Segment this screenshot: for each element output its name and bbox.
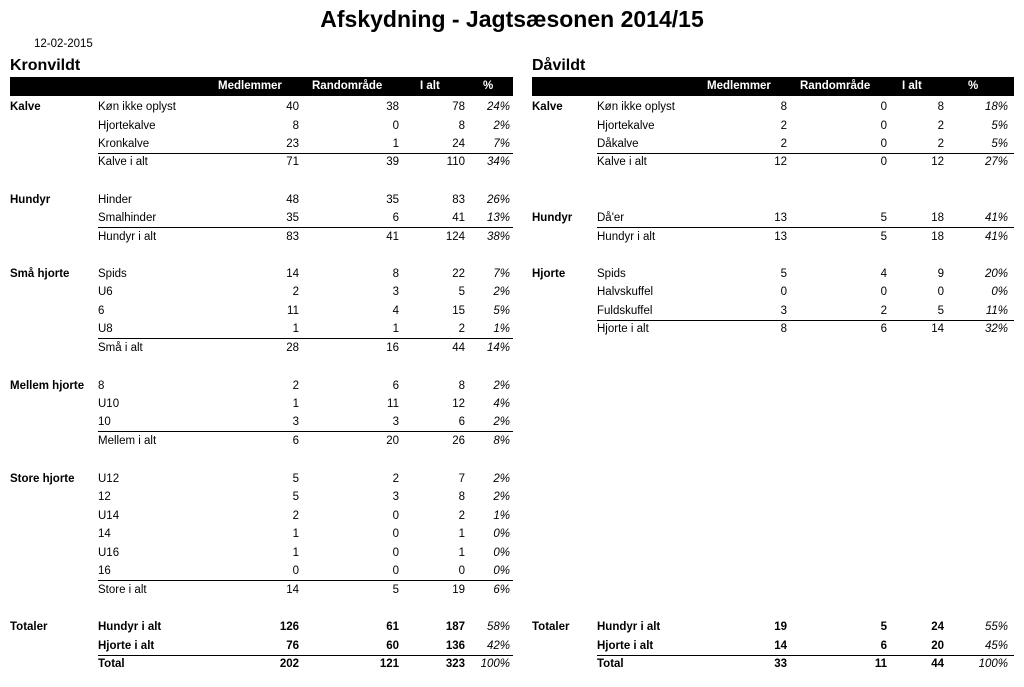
cell-medlemmer: 33 xyxy=(774,658,787,670)
cell-percent: 2% xyxy=(493,120,510,132)
cell-randomraade: 11 xyxy=(874,658,887,670)
cell-medlemmer: 14 xyxy=(286,268,299,280)
cell-medlemmer: 2 xyxy=(292,286,299,298)
cell-i-alt: 1 xyxy=(458,528,465,540)
cell-medlemmer: 13 xyxy=(774,212,787,224)
cell-randomraade: 0 xyxy=(392,510,399,522)
cell-medlemmer: 35 xyxy=(286,212,299,224)
report-date: 12-02-2015 xyxy=(34,38,93,50)
cell-medlemmer: 28 xyxy=(286,342,299,354)
subtotal-rule xyxy=(597,227,1014,228)
subtotal-rule xyxy=(98,580,513,581)
cell-i-alt: 0 xyxy=(458,565,465,577)
cell-randomraade: 2 xyxy=(392,473,399,485)
row-label: Store i alt xyxy=(98,584,147,596)
cell-percent: 5% xyxy=(991,120,1008,132)
cell-randomraade: 121 xyxy=(379,658,399,670)
row-label: Total xyxy=(98,658,125,670)
cell-i-alt: 18 xyxy=(931,231,944,243)
group-label: Mellem hjorte xyxy=(10,380,85,392)
row-label: Smalhinder xyxy=(98,212,157,224)
row-label: Halvskuffel xyxy=(597,286,654,298)
cell-randomraade: 41 xyxy=(386,231,399,243)
cell-percent: 24% xyxy=(486,101,510,113)
cell-medlemmer: 1 xyxy=(292,528,299,540)
row-label: Total xyxy=(597,658,624,670)
page-title: Afskydning - Jagtsæsonen 2014/15 xyxy=(320,6,704,32)
cell-medlemmer: 5 xyxy=(292,491,299,503)
cell-i-alt: 19 xyxy=(452,584,465,596)
cell-percent: 42% xyxy=(486,640,510,652)
cell-randomraade: 1 xyxy=(392,323,399,335)
cell-percent: 2% xyxy=(493,416,510,428)
cell-percent: 41% xyxy=(984,212,1008,224)
cell-medlemmer: 8 xyxy=(292,120,299,132)
cell-medlemmer: 14 xyxy=(286,584,299,596)
cell-i-alt: 8 xyxy=(458,491,465,503)
cell-medlemmer: 0 xyxy=(780,286,787,298)
row-label: Kalve i alt xyxy=(98,156,148,168)
cell-medlemmer: 8 xyxy=(780,323,787,335)
cell-i-alt: 26 xyxy=(452,435,465,447)
cell-percent: 55% xyxy=(984,621,1008,633)
cell-i-alt: 24 xyxy=(931,621,944,633)
cell-i-alt: 15 xyxy=(452,305,465,317)
cell-i-alt: 323 xyxy=(445,658,465,670)
cell-i-alt: 0 xyxy=(937,286,944,298)
cell-i-alt: 1 xyxy=(458,547,465,559)
cell-randomraade: 0 xyxy=(392,528,399,540)
row-label: Kronkalve xyxy=(98,138,150,150)
group-label: Store hjorte xyxy=(10,473,75,485)
group-label: Små hjorte xyxy=(10,268,70,280)
subtotal-rule xyxy=(597,655,1014,656)
cell-i-alt: 2 xyxy=(458,510,465,522)
cell-medlemmer: 19 xyxy=(774,621,787,633)
cell-randomraade: 0 xyxy=(880,156,887,168)
cell-percent: 45% xyxy=(984,640,1008,652)
cell-randomraade: 5 xyxy=(880,231,887,243)
row-label: Hinder xyxy=(98,194,132,206)
cell-percent: 2% xyxy=(493,286,510,298)
cell-percent: 0% xyxy=(493,528,510,540)
row-label: Spids xyxy=(597,268,626,280)
cell-medlemmer: 1 xyxy=(292,323,299,335)
cell-i-alt: 20 xyxy=(931,640,944,652)
cell-randomraade: 3 xyxy=(392,416,399,428)
cell-percent: 0% xyxy=(493,565,510,577)
cell-medlemmer: 8 xyxy=(780,101,787,113)
column-header: % xyxy=(483,80,494,92)
cell-randomraade: 11 xyxy=(387,398,399,410)
cell-randomraade: 5 xyxy=(880,621,887,633)
cell-medlemmer: 0 xyxy=(292,565,299,577)
row-label: Då'er xyxy=(597,212,625,224)
cell-randomraade: 39 xyxy=(386,156,399,168)
column-header: I alt xyxy=(420,80,440,92)
cell-randomraade: 6 xyxy=(880,323,887,335)
row-label: Køn ikke oplyst xyxy=(98,101,176,113)
cell-medlemmer: 1 xyxy=(292,398,299,410)
cell-medlemmer: 5 xyxy=(780,268,787,280)
cell-percent: 100% xyxy=(978,658,1008,670)
cell-percent: 5% xyxy=(991,138,1008,150)
cell-i-alt: 110 xyxy=(446,156,465,168)
row-label: U12 xyxy=(98,473,120,485)
cell-percent: 2% xyxy=(493,473,510,485)
subtotal-rule xyxy=(98,431,513,432)
subtotal-rule xyxy=(98,655,513,656)
cell-percent: 20% xyxy=(984,268,1008,280)
cell-medlemmer: 3 xyxy=(292,416,299,428)
column-header: % xyxy=(968,80,979,92)
cell-percent: 100% xyxy=(480,658,510,670)
cell-i-alt: 5 xyxy=(458,286,465,298)
cell-medlemmer: 3 xyxy=(780,305,787,317)
cell-i-alt: 187 xyxy=(445,621,465,633)
cell-i-alt: 5 xyxy=(937,305,944,317)
cell-randomraade: 6 xyxy=(392,380,399,392)
cell-percent: 5% xyxy=(493,305,510,317)
cell-randomraade: 0 xyxy=(880,286,887,298)
cell-randomraade: 2 xyxy=(880,305,887,317)
section-title: Kronvildt xyxy=(10,57,81,74)
cell-randomraade: 35 xyxy=(386,194,399,206)
column-header: Randområde xyxy=(312,80,383,92)
cell-percent: 14% xyxy=(486,342,510,354)
group-label: Kalve xyxy=(532,101,563,113)
cell-percent: 6% xyxy=(493,584,510,596)
group-label: Hjorte xyxy=(532,268,566,280)
cell-i-alt: 9 xyxy=(937,268,944,280)
cell-i-alt: 22 xyxy=(452,268,465,280)
row-label: U8 xyxy=(98,323,113,335)
cell-medlemmer: 2 xyxy=(292,380,299,392)
row-label: Hundyr i alt xyxy=(597,621,661,633)
cell-randomraade: 1 xyxy=(392,138,399,150)
cell-randomraade: 61 xyxy=(386,621,399,633)
cell-percent: 32% xyxy=(984,323,1008,335)
cell-percent: 1% xyxy=(493,323,510,335)
cell-percent: 41% xyxy=(984,231,1008,243)
cell-i-alt: 2 xyxy=(937,120,944,132)
row-label: Hjorte i alt xyxy=(597,640,654,652)
row-label: Spids xyxy=(98,268,127,280)
cell-randomraade: 20 xyxy=(386,435,399,447)
cell-medlemmer: 2 xyxy=(780,120,787,132)
cell-randomraade: 38 xyxy=(386,101,399,113)
column-header: Randområde xyxy=(800,80,871,92)
cell-percent: 26% xyxy=(486,194,510,206)
cell-percent: 8% xyxy=(493,435,510,447)
row-label: Mellem i alt xyxy=(98,435,157,447)
cell-randomraade: 6 xyxy=(880,640,887,652)
cell-i-alt: 14 xyxy=(931,323,944,335)
cell-randomraade: 4 xyxy=(392,305,399,317)
cell-percent: 11% xyxy=(985,305,1008,317)
row-label: U6 xyxy=(98,286,113,298)
cell-i-alt: 7 xyxy=(458,473,465,485)
cell-randomraade: 0 xyxy=(392,565,399,577)
subtotal-rule xyxy=(597,320,1014,321)
subtotal-rule xyxy=(597,153,1014,154)
row-label: Små i alt xyxy=(98,342,143,354)
row-label: Kalve i alt xyxy=(597,156,647,168)
row-label: Køn ikke oplyst xyxy=(597,101,675,113)
row-label: U16 xyxy=(98,547,120,559)
row-label: 12 xyxy=(98,491,111,503)
cell-i-alt: 6 xyxy=(458,416,465,428)
cell-percent: 0% xyxy=(493,547,510,559)
cell-percent: 7% xyxy=(493,138,510,150)
row-label: Hundyr i alt xyxy=(98,231,157,243)
column-header-bar xyxy=(10,77,513,96)
cell-randomraade: 60 xyxy=(386,640,399,652)
cell-i-alt: 2 xyxy=(937,138,944,150)
row-label: 6 xyxy=(98,305,105,317)
row-label: U10 xyxy=(98,398,120,410)
cell-i-alt: 41 xyxy=(452,212,465,224)
cell-medlemmer: 76 xyxy=(286,640,299,652)
column-header: Medlemmer xyxy=(218,80,282,92)
cell-i-alt: 8 xyxy=(937,101,944,113)
group-label: Totaler xyxy=(10,621,48,633)
cell-medlemmer: 40 xyxy=(286,101,299,113)
cell-i-alt: 2 xyxy=(458,323,465,335)
cell-randomraade: 3 xyxy=(392,491,399,503)
cell-i-alt: 124 xyxy=(445,231,465,243)
row-label: Hundyr i alt xyxy=(98,621,162,633)
row-label: 8 xyxy=(98,380,105,392)
cell-i-alt: 78 xyxy=(452,101,465,113)
subtotal-rule xyxy=(98,153,513,154)
group-label: Hundyr xyxy=(532,212,573,224)
cell-i-alt: 8 xyxy=(458,120,465,132)
cell-medlemmer: 12 xyxy=(774,156,787,168)
row-label: U14 xyxy=(98,510,120,522)
column-header: Medlemmer xyxy=(707,80,771,92)
cell-percent: 1% xyxy=(493,510,510,522)
cell-medlemmer: 5 xyxy=(292,473,299,485)
cell-medlemmer: 6 xyxy=(292,435,299,447)
row-label: Dåkalve xyxy=(597,138,639,150)
cell-randomraade: 0 xyxy=(880,101,887,113)
cell-randomraade: 6 xyxy=(392,212,399,224)
cell-randomraade: 0 xyxy=(880,120,887,132)
cell-medlemmer: 2 xyxy=(780,138,787,150)
group-label: Kalve xyxy=(10,101,41,113)
cell-randomraade: 5 xyxy=(392,584,399,596)
cell-percent: 38% xyxy=(486,231,510,243)
cell-medlemmer: 83 xyxy=(286,231,299,243)
cell-medlemmer: 202 xyxy=(279,658,299,670)
cell-i-alt: 44 xyxy=(931,658,944,670)
row-label: 10 xyxy=(98,416,111,428)
cell-medlemmer: 11 xyxy=(287,305,299,317)
row-label: Hundyr i alt xyxy=(597,231,656,243)
cell-medlemmer: 71 xyxy=(286,156,299,168)
subtotal-rule xyxy=(98,227,513,228)
column-header-bar xyxy=(532,77,1014,96)
cell-medlemmer: 126 xyxy=(279,621,299,633)
row-label: Hjortekalve xyxy=(98,120,156,132)
cell-randomraade: 0 xyxy=(392,547,399,559)
cell-percent: 18% xyxy=(984,101,1008,113)
cell-percent: 7% xyxy=(493,268,510,280)
row-label: Hjorte i alt xyxy=(98,640,155,652)
cell-randomraade: 4 xyxy=(880,268,887,280)
cell-i-alt: 44 xyxy=(452,342,465,354)
row-label: Hjorte i alt xyxy=(597,323,649,335)
cell-medlemmer: 23 xyxy=(286,138,299,150)
row-label: 16 xyxy=(98,565,111,577)
cell-medlemmer: 14 xyxy=(774,640,787,652)
cell-i-alt: 24 xyxy=(452,138,465,150)
cell-medlemmer: 1 xyxy=(292,547,299,559)
cell-randomraade: 3 xyxy=(392,286,399,298)
cell-medlemmer: 48 xyxy=(286,194,299,206)
cell-i-alt: 12 xyxy=(452,398,465,410)
cell-medlemmer: 13 xyxy=(774,231,787,243)
cell-medlemmer: 2 xyxy=(292,510,299,522)
cell-percent: 2% xyxy=(493,380,510,392)
cell-randomraade: 8 xyxy=(392,268,399,280)
group-label: Totaler xyxy=(532,621,570,633)
cell-i-alt: 12 xyxy=(931,156,944,168)
cell-i-alt: 18 xyxy=(931,212,944,224)
cell-percent: 2% xyxy=(493,491,510,503)
cell-randomraade: 0 xyxy=(880,138,887,150)
row-label: Hjortekalve xyxy=(597,120,655,132)
cell-percent: 0% xyxy=(991,286,1008,298)
column-header: I alt xyxy=(902,80,922,92)
row-label: Fuldskuffel xyxy=(597,305,653,317)
cell-percent: 58% xyxy=(486,621,510,633)
cell-randomraade: 0 xyxy=(392,120,399,132)
cell-i-alt: 83 xyxy=(452,194,465,206)
cell-randomraade: 5 xyxy=(880,212,887,224)
subtotal-rule xyxy=(98,338,513,339)
cell-percent: 4% xyxy=(493,398,510,410)
cell-percent: 13% xyxy=(486,212,510,224)
section-title: Dåvildt xyxy=(532,57,586,74)
row-label: 14 xyxy=(98,528,111,540)
cell-percent: 27% xyxy=(984,156,1008,168)
cell-randomraade: 16 xyxy=(386,342,399,354)
group-label: Hundyr xyxy=(10,194,51,206)
cell-i-alt: 8 xyxy=(458,380,465,392)
cell-percent: 34% xyxy=(486,156,510,168)
cell-i-alt: 136 xyxy=(445,640,465,652)
